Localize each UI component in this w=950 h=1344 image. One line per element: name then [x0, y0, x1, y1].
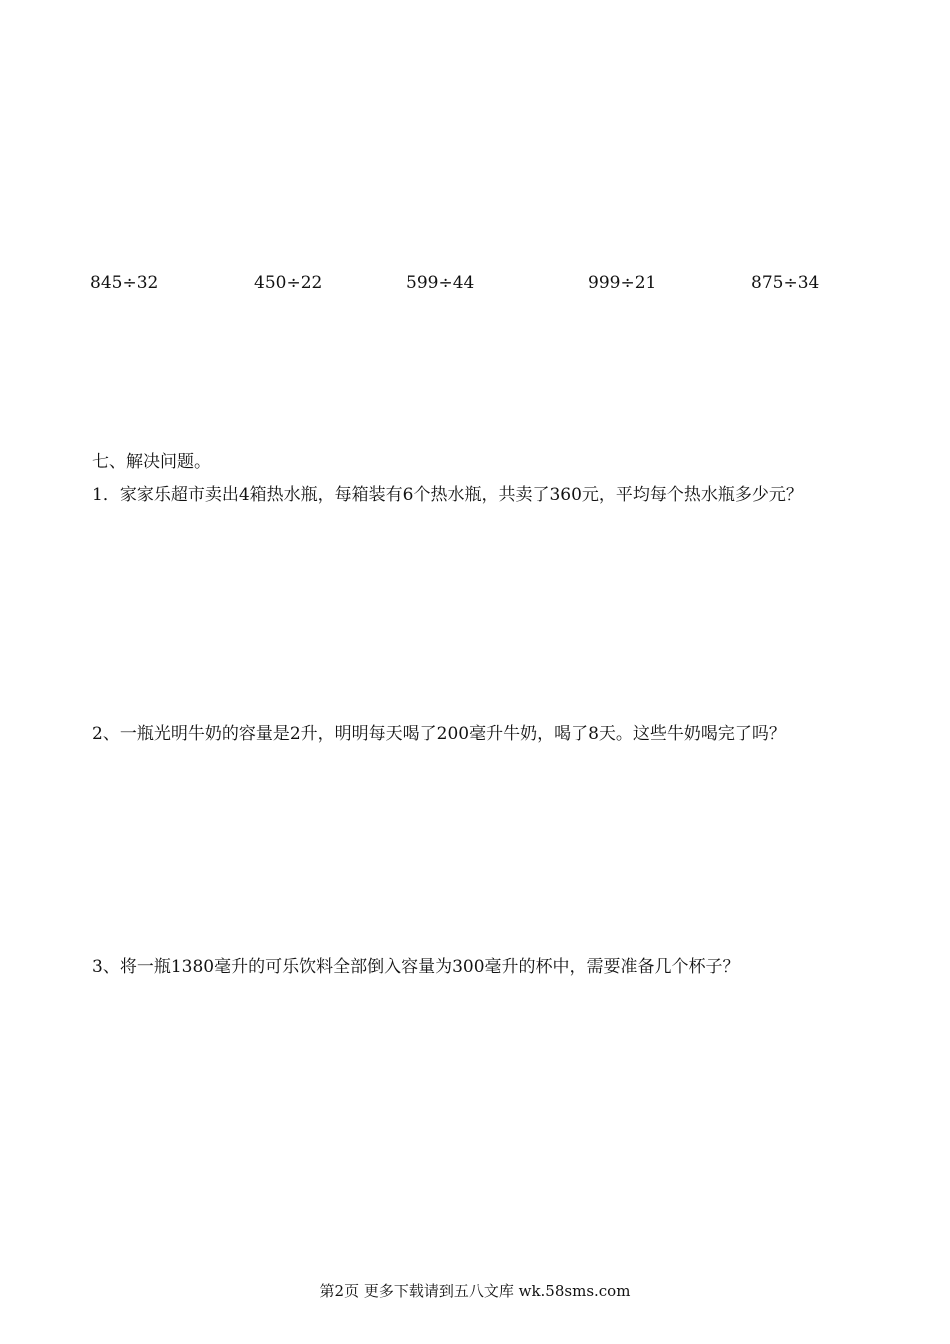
- word-problem-2: 2、一瓶光明牛奶的容量是2升，明明每天喝了200毫升牛奶，喝了8天。这些牛奶喝完了吗？: [92, 724, 786, 744]
- division-exercise-4: 999÷21: [588, 273, 657, 293]
- page-footer: 第2页 更多下载请到五八文库 wk.58sms.com: [319, 1282, 631, 1300]
- word-problem-3: 3、将一瓶1380毫升的可乐饮料全部倒入容量为300毫升的杯中，需要准备几个杯子？: [92, 957, 740, 977]
- division-exercise-5: 875÷34: [751, 273, 820, 293]
- word-problem-1: 1．家家乐超市卖出4箱热水瓶，每箱装有6个热水瓶，共卖了360元，平均每个热水瓶多少元？: [92, 485, 803, 505]
- division-exercise-3: 599÷44: [406, 273, 475, 293]
- section-title: 七、解决问题。: [92, 452, 211, 472]
- division-exercise-1: 845÷32: [90, 273, 159, 293]
- division-exercise-2: 450÷22: [254, 273, 323, 293]
